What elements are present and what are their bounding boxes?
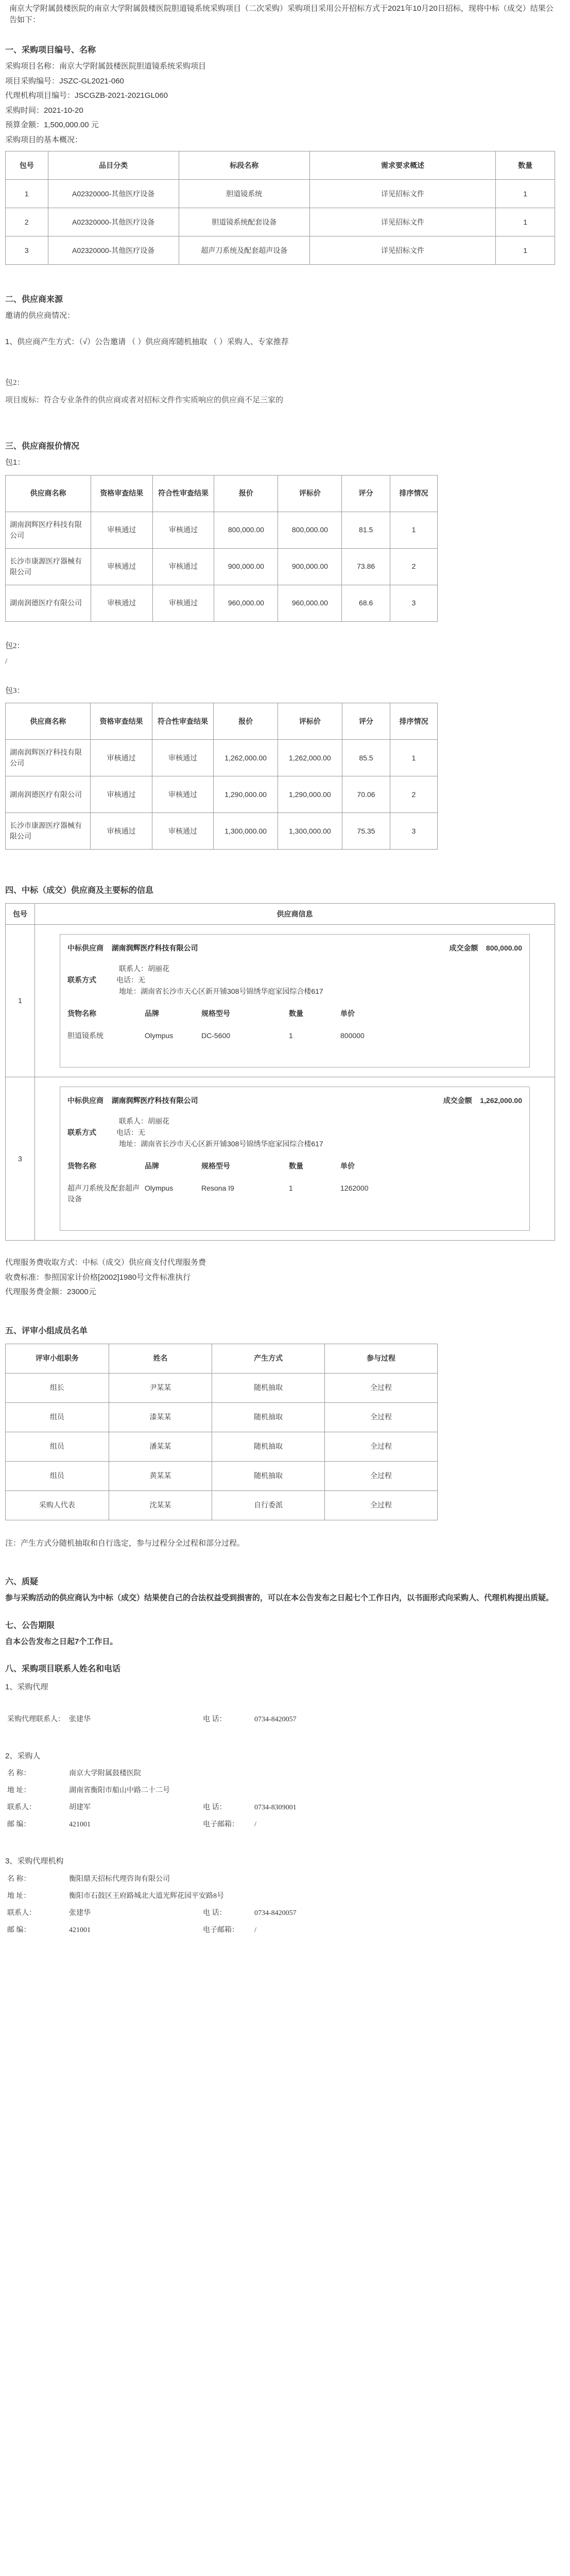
- col-rank: 排序情况: [390, 703, 438, 740]
- goods-col-model: 规格型号: [201, 1162, 230, 1170]
- cell-qualification: 审核通过: [91, 548, 152, 585]
- col-requirement: 需求要求概述: [309, 151, 495, 180]
- package-1-label: 包1：: [5, 458, 25, 467]
- agent-contact-line: [7, 1714, 565, 1725]
- agency-address-label: 地 址：: [7, 1892, 31, 1900]
- table-row: [6, 813, 438, 850]
- table-row: [6, 1432, 438, 1461]
- cell-way: 随机抽取: [212, 1432, 325, 1461]
- section-8-title: 八、采购项目联系人姓名和电话: [5, 1665, 121, 1673]
- table-row: [6, 1402, 438, 1432]
- project-overview-table: [5, 151, 555, 265]
- col-score: 评分: [342, 475, 390, 512]
- winning-row: [6, 925, 555, 1077]
- cell-qualification: 审核通过: [91, 776, 152, 813]
- contact-phone: 电话：无: [116, 1128, 145, 1137]
- cell-name: 潘某某: [109, 1432, 212, 1461]
- agency-contact-label: 联系人：: [7, 1909, 36, 1917]
- purchaser-name-label: 名 称：: [7, 1770, 31, 1777]
- challenge-text: 参与采购活动的供应商认为中标（成交）结果使自己的合法权益受到损害的，可以在本公告发布之日起七个工作日内，以书面形式向采购人、代理机构提出质疑。: [5, 1594, 554, 1602]
- agency-title: 3、采购代理机构: [5, 1857, 64, 1866]
- section-3-title: 三、供应商报价情况: [5, 442, 80, 451]
- fee-standard: 收费标准：参照国家计价格[2002]1980号文件标准执行: [5, 1273, 191, 1282]
- goods-name: 胆道镜系统: [67, 1031, 103, 1040]
- col-price: 报价: [214, 703, 278, 740]
- cell-eval-price: 960,000.00: [278, 585, 342, 621]
- col-qualification: 资格审查结果: [91, 475, 152, 512]
- cell-supplier: 湖南润德医疗有限公司: [6, 585, 91, 621]
- col-price: 报价: [214, 475, 278, 512]
- project-overview-label: 采购项目的基本概况：: [5, 135, 83, 144]
- purchaser-contact-label: 联系人：: [7, 1804, 36, 1811]
- contact-label: 联系方式: [67, 1128, 96, 1137]
- cell-process: 全过程: [325, 1461, 438, 1490]
- cell-process: 全过程: [325, 1373, 438, 1402]
- panel-note: 注：产生方式分随机抽取和自行选定，参与过程分全过程和部分过程。: [5, 1538, 245, 1548]
- cell-conformity: 审核通过: [152, 776, 213, 813]
- cell-price: 1,262,000.00: [214, 740, 278, 776]
- agency-contact-line: [7, 1908, 565, 1919]
- agency-number: 代理机构项目编号：JSCGZB-2021-2021GL060: [5, 91, 168, 100]
- goods-col-price: 单价: [340, 1162, 355, 1170]
- package-2-label: 包2：: [5, 641, 25, 650]
- budget-amount: 预算金额：1,500,000.00 元: [5, 121, 99, 129]
- package-1-quote-table: [5, 475, 438, 622]
- purchaser-email: /: [254, 1821, 256, 1828]
- agency-name-line: [7, 1874, 565, 1885]
- col-qualification: 资格审查结果: [91, 703, 152, 740]
- cell-supplier: 湖南润辉医疗科技有限公司: [6, 512, 91, 548]
- package-2-failed-notice: 项目废标：符合专业条件的供应商或者对招标文件作实质响应的供应商不足三家的: [5, 396, 284, 404]
- cell-rank: 2: [390, 776, 438, 813]
- cell-qualification: 审核通过: [91, 813, 152, 850]
- purchaser-name-line: [7, 1768, 565, 1779]
- agency-zip-label: 邮 编：: [7, 1926, 31, 1934]
- col-conformity: 符合性审查结果: [152, 703, 213, 740]
- col-role: 评审小组职务: [6, 1344, 109, 1373]
- cell-supplier: 长沙市康源医疗器械有限公司: [6, 813, 91, 850]
- cell-price: 800,000.00: [214, 512, 278, 548]
- procurement-date: 采购时间：2021-10-20: [5, 106, 83, 115]
- contact-label: 联系方式: [67, 976, 96, 984]
- goods-col-name: 货物名称: [67, 1009, 96, 1018]
- purchaser-email-label: 电子邮箱：: [203, 1821, 239, 1828]
- cell-rank: 3: [390, 813, 438, 850]
- table-header-row: [6, 151, 555, 180]
- col-eval-price: 评标价: [278, 475, 342, 512]
- goods-col-qty: 数量: [289, 1009, 303, 1018]
- cell-eval-price: 1,262,000.00: [278, 740, 342, 776]
- package-3-quote-table: [5, 703, 438, 850]
- goods-col-price: 单价: [340, 1009, 355, 1018]
- cell-conformity: 审核通过: [152, 813, 213, 850]
- purchaser-title: 2、采购人: [5, 1751, 41, 1760]
- agent-contact-title: 1、采购代理: [5, 1683, 48, 1691]
- table-header-row: [6, 1344, 438, 1373]
- section-1-title: 一、采购项目编号、名称: [5, 46, 96, 55]
- cell-score: 75.35: [342, 813, 390, 850]
- col-rank: 排序情况: [390, 475, 437, 512]
- amount-value: 800,000.00: [486, 944, 522, 952]
- contact-address: 地址：湖南省长沙市天心区新开铺308号锦绣华庭家园综合楼617: [119, 987, 323, 995]
- cell-way: 随机抽取: [212, 1402, 325, 1432]
- cell-supplier: 湖南润辉医疗科技有限公司: [6, 740, 91, 776]
- project-number: 项目采购编号：JSZC-GL2021-060: [5, 76, 124, 86]
- agency-address: 衡阳市石鼓区王府路城北大道光辉花园平安路8号: [69, 1892, 224, 1900]
- cell-category: A02320000-其他医疗设备: [48, 236, 179, 265]
- goods-brand: Olympus: [145, 1184, 174, 1192]
- cell-name: 胆道镜系统配套设备: [179, 208, 309, 236]
- col-conformity: 符合性审查结果: [152, 475, 214, 512]
- col-score: 评分: [342, 703, 390, 740]
- cell-qty: 1: [496, 208, 555, 236]
- purchaser-zip: 421001: [69, 1821, 91, 1828]
- cell-way: 随机抽取: [212, 1461, 325, 1490]
- table-row: [6, 236, 555, 265]
- section-5-title: 五、评审小组成员名单: [5, 1326, 88, 1335]
- table-row: [6, 208, 555, 236]
- table-header-row: [6, 703, 438, 740]
- agency-zip-line: [7, 1925, 565, 1936]
- goods-col-qty: 数量: [289, 1162, 303, 1170]
- goods-model: Resona I9: [201, 1184, 234, 1192]
- agency-name-label: 名 称：: [7, 1875, 31, 1883]
- notice-period: 自本公告发布之日起7个工作日。: [5, 1637, 118, 1646]
- purchaser-contact-line: [7, 1802, 565, 1813]
- cell-no: 3: [6, 236, 48, 265]
- purchaser-address: 湖南省衡阳市船山中路二十二号: [69, 1787, 170, 1794]
- table-row: [6, 180, 555, 208]
- table-row: [6, 1373, 438, 1402]
- cell-score: 81.5: [342, 512, 390, 548]
- section-6-title: 六、质疑: [5, 1578, 39, 1586]
- section-2-title: 二、供应商来源: [5, 295, 63, 304]
- cell-qualification: 审核通过: [91, 512, 152, 548]
- cell-conformity: 审核通过: [152, 512, 214, 548]
- goods-row: [67, 1183, 522, 1205]
- cell-category: A02320000-其他医疗设备: [48, 180, 179, 208]
- cell-desc: 详见招标文件: [309, 236, 495, 265]
- cell-qualification: 审核通过: [91, 740, 152, 776]
- review-panel-table: [5, 1344, 438, 1520]
- cell-name: 胆道镜系统: [179, 180, 309, 208]
- cell-desc: 详见招标文件: [309, 180, 495, 208]
- cell-price: 1,290,000.00: [214, 776, 278, 813]
- cell-score: 68.6: [342, 585, 390, 621]
- goods-col-brand: 品牌: [145, 1009, 159, 1018]
- col-package: 包号: [6, 904, 35, 925]
- section-4-title: 四、中标（成交）供应商及主要标的信息: [5, 886, 154, 895]
- contact-phone: 电话：无: [116, 976, 145, 984]
- cell-name: 沈某某: [109, 1490, 212, 1520]
- cell-process: 全过程: [325, 1402, 438, 1432]
- cell-eval-price: 900,000.00: [278, 548, 342, 585]
- purchaser-zip-line: [7, 1819, 565, 1830]
- amount-label: 成交金额: [443, 1096, 472, 1105]
- cell-eval-price: 1,300,000.00: [278, 813, 342, 850]
- supplier-name: 湖南润辉医疗科技有限公司: [111, 944, 198, 952]
- fee-amount: 代理服务费金额：23000元: [5, 1287, 96, 1296]
- goods-qty: 1: [289, 1184, 293, 1192]
- purchaser-zip-label: 邮 编：: [7, 1821, 31, 1828]
- purchaser-phone: 0734-8309001: [254, 1804, 297, 1811]
- table-row: [6, 1461, 438, 1490]
- table-row: [6, 548, 438, 585]
- amount-value: 1,262,000.00: [480, 1096, 522, 1105]
- cell-qty: 1: [496, 180, 555, 208]
- cell-rank: 3: [390, 585, 437, 621]
- agency-phone-label: 电 话：: [203, 1909, 227, 1917]
- goods-col-model: 规格型号: [201, 1009, 230, 1018]
- goods-row: [67, 1030, 522, 1041]
- goods-price: 1262000: [340, 1184, 369, 1192]
- cell-category: A02320000-其他医疗设备: [48, 208, 179, 236]
- agent-person: 张建华: [69, 1715, 91, 1723]
- cell-name: 尹某某: [109, 1373, 212, 1402]
- cell-conformity: 审核通过: [152, 585, 214, 621]
- cell-conformity: 审核通过: [152, 740, 213, 776]
- cell-score: 70.06: [342, 776, 390, 813]
- table-row: [6, 1490, 438, 1520]
- purchaser-address-line: [7, 1785, 565, 1796]
- cell-role: 组长: [6, 1373, 109, 1402]
- col-supplier: 供应商名称: [6, 475, 91, 512]
- cell-way: 随机抽取: [212, 1373, 325, 1402]
- cell-price: 900,000.00: [214, 548, 278, 585]
- contact-person: 联系人：胡丽花: [119, 1117, 169, 1125]
- winning-row: [6, 1077, 555, 1241]
- cell-process: 全过程: [325, 1432, 438, 1461]
- supplier-label: 中标供应商: [67, 944, 103, 952]
- agency-email: /: [254, 1926, 256, 1934]
- cell-supplier: 湖南润德医疗有限公司: [6, 776, 91, 813]
- agency-name: 衡阳鼎天招标代理咨询有限公司: [69, 1875, 170, 1883]
- intro-paragraph: 南京大学附属鼓楼医院的南京大学附属鼓楼医院胆道镜系统采购项目（二次采购）采购项目采用公开招标方式于2021年10月20日招标，现将中标（成交）结果公告如下：: [9, 4, 554, 24]
- fee-method: 代理服务费收取方式：中标（成交）供应商支付代理服务费: [5, 1258, 206, 1267]
- cell-rank: 1: [390, 740, 438, 776]
- col-eval-price: 评标价: [278, 703, 342, 740]
- agent-person-label: 采购代理联系人：: [7, 1715, 65, 1723]
- table-row: [6, 512, 438, 548]
- winning-supplier-card: [60, 1087, 530, 1231]
- agent-phone-label: 电 话：: [203, 1715, 227, 1723]
- table-header-row: [6, 475, 438, 512]
- winning-supplier-card: [60, 934, 530, 1067]
- project-name: 采购项目名称：南京大学附属鼓楼医院胆道镜系统采购项目: [5, 62, 206, 71]
- goods-col-brand: 品牌: [145, 1162, 159, 1170]
- col-name: 姓名: [109, 1344, 212, 1373]
- cell-role: 组员: [6, 1432, 109, 1461]
- cell-eval-price: 800,000.00: [278, 512, 342, 548]
- cell-process: 全过程: [325, 1490, 438, 1520]
- cell-role: 组员: [6, 1402, 109, 1432]
- agency-address-line: [7, 1891, 565, 1902]
- contact-address: 地址：湖南省长沙市天心区新开铺308号锦绣华庭家园综合楼617: [119, 1140, 323, 1148]
- purchaser-name: 南京大学附属鼓楼医院: [69, 1770, 141, 1777]
- cell-rank: 2: [390, 548, 437, 585]
- agency-phone: 0734-8420057: [254, 1909, 297, 1917]
- goods-qty: 1: [289, 1031, 293, 1040]
- cell-conformity: 审核通过: [152, 548, 214, 585]
- cell-supplier: 长沙市康源医疗器械有限公司: [6, 548, 91, 585]
- cell-score: 73.86: [342, 548, 390, 585]
- cell-rank: 1: [390, 512, 437, 548]
- cell-role: 采购人代表: [6, 1490, 109, 1520]
- agency-zip: 421001: [69, 1926, 91, 1934]
- winning-supplier-table: [5, 903, 555, 1241]
- section-7-title: 七、公告期限: [5, 1621, 55, 1630]
- col-process: 参与过程: [325, 1344, 438, 1373]
- supplier-source-method: 1、供应商产生方式：（√）公告邀请 （ ）供应商库随机抽取 （ ）采购人、专家推荐: [5, 337, 289, 346]
- cell-role: 组员: [6, 1461, 109, 1490]
- table-row: [6, 585, 438, 621]
- cell-qty: 1: [496, 236, 555, 265]
- cell-way: 自行委派: [212, 1490, 325, 1520]
- cell-price: 1,300,000.00: [214, 813, 278, 850]
- package-2-label: 包2：: [5, 379, 25, 387]
- col-supplier: 供应商名称: [6, 703, 91, 740]
- goods-model: DC-5600: [201, 1031, 231, 1040]
- cell-name: 漆某某: [109, 1402, 212, 1432]
- cell-no: 1: [6, 180, 48, 208]
- cell-no: 2: [6, 208, 48, 236]
- col-quantity: 数量: [496, 151, 555, 180]
- purchaser-contact: 胡建军: [69, 1804, 91, 1811]
- col-way: 产生方式: [212, 1344, 325, 1373]
- supplier-source-label: 邀请的供应商情况：: [5, 311, 75, 320]
- package-number: 3: [6, 1077, 35, 1241]
- table-row: [6, 740, 438, 776]
- amount-label: 成交金额: [449, 944, 478, 952]
- agent-phone: 0734-8420057: [254, 1715, 297, 1723]
- supplier-name: 湖南润辉医疗科技有限公司: [111, 1096, 198, 1105]
- package-2-slash: /: [5, 657, 8, 666]
- cell-desc: 详见招标文件: [309, 208, 495, 236]
- goods-col-name: 货物名称: [67, 1162, 96, 1170]
- col-package: 包号: [6, 151, 48, 180]
- col-supplier-info: 供应商信息: [35, 904, 555, 925]
- goods-brand: Olympus: [145, 1031, 174, 1040]
- supplier-label: 中标供应商: [67, 1096, 103, 1105]
- col-category: 品目分类: [48, 151, 179, 180]
- purchaser-phone-label: 电 话：: [203, 1804, 227, 1811]
- table-row: [6, 776, 438, 813]
- package-3-label: 包3：: [5, 686, 25, 695]
- package-number: 1: [6, 925, 35, 1077]
- goods-name: 超声刀系统及配套超声设备: [67, 1184, 140, 1203]
- cell-name: 超声刀系统及配套超声设备: [179, 236, 309, 265]
- cell-price: 960,000.00: [214, 585, 278, 621]
- goods-price: 800000: [340, 1031, 365, 1040]
- purchaser-address-label: 地 址：: [7, 1787, 31, 1794]
- contact-person: 联系人：胡丽花: [119, 964, 169, 973]
- agency-contact: 张建华: [69, 1909, 91, 1917]
- agency-email-label: 电子邮箱：: [203, 1926, 239, 1934]
- cell-qualification: 审核通过: [91, 585, 152, 621]
- cell-eval-price: 1,290,000.00: [278, 776, 342, 813]
- col-lot-name: 标段名称: [179, 151, 309, 180]
- cell-name: 黄某某: [109, 1461, 212, 1490]
- cell-score: 85.5: [342, 740, 390, 776]
